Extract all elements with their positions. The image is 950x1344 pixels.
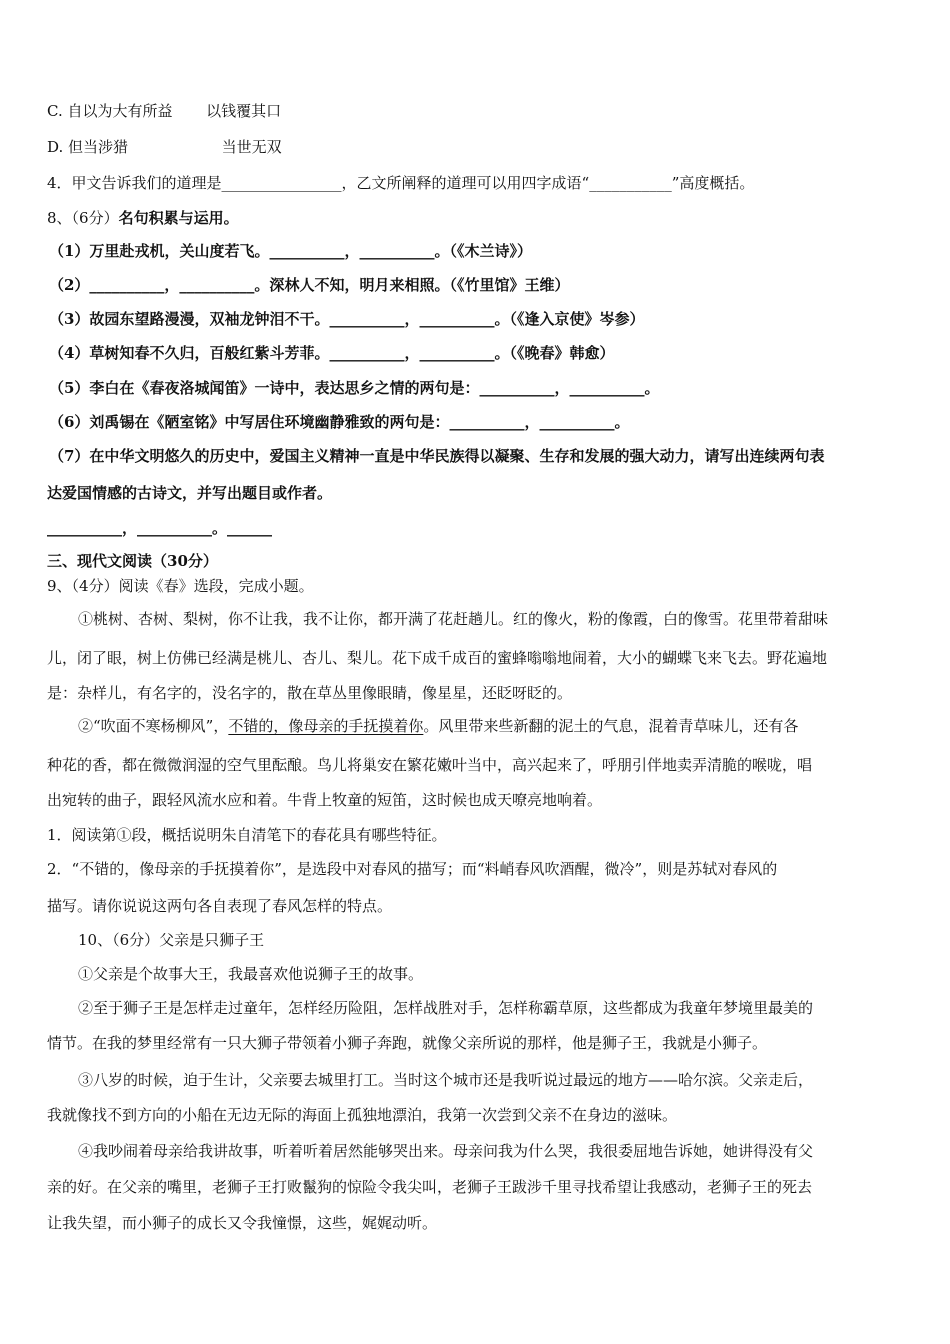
q9-para-2-line-1: ②“吹面不寒杨柳风”，不错的，像母亲的手抚摸着你。风里带来些新翻的泥土的气息，混着青草味儿，还有各 (78, 717, 799, 735)
q9-question-2: 2．“不错的，像母亲的手抚摸着你”，是选段中对春风的描写；而“料峭春风吹酒醒，微冷”，则是苏轼对春风的 (47, 860, 778, 878)
q10-line-3: 情节。在我的梦里经常有一只大狮子带领着小狮子奔跑，就像父亲所说的那样，他是狮子王，我就是小狮子。 (47, 1034, 768, 1052)
q8-item-7-cont: 达爱国情感的古诗文，并写出题目或作者。 (47, 484, 333, 502)
q8-item-6: （6）刘禹锡在《陋室铭》中写居住环境幽静雅致的两句是：__________，__________。 (49, 413, 630, 431)
q10-line-8: 让我失望，而小狮子的成长又令我憧憬，这些，娓娓动听。 (47, 1214, 438, 1232)
q10-line-7: 亲的好。在父亲的嘴里，老狮子王打败鬣狗的惊险令我尖叫，老狮子王跋涉千里寻找希望让我感动，老狮子王的死去 (47, 1178, 813, 1196)
q9-question-1: 1．阅读第①段，概括说明朱自清笔下的春花具有哪些特征。 (47, 826, 447, 844)
q8-item-7: （7）在中华文明悠久的历史中，爱国主义精神一直是中华民族得以凝聚、生存和发展的强大动力，请写出连续两句表 (49, 447, 825, 465)
q10-line-4: ③八岁的时候，迫于生计，父亲要去城里打工。当时这个城市还是我听说过最远的地方——哈尔滨。父亲走后， (78, 1071, 814, 1089)
q9-para-1-line-1: ①桃树、杏树、梨树，你不让我，我不让你，都开满了花赶趟儿。红的像火，粉的像霞，白的像雪。花里带着甜味 (78, 610, 829, 628)
q10-line-1: ①父亲是个故事大王，我最喜欢他说狮子王的故事。 (78, 965, 424, 983)
option-c: C. 自以为大有所益 以钱覆其口 (47, 102, 282, 120)
q8-item-5: （5）李白在《春夜洛城闻笛》一诗中，表达思乡之情的两句是：__________，__________。 (49, 379, 660, 397)
section-3-heading: 三、现代文阅读（30分） (47, 552, 218, 570)
q8-item-4: （4）草树知春不久归，百般红紫斗芳菲。__________，__________。（《晚春》韩愈） (49, 344, 615, 362)
q8-item-1: （1）万里赴戎机，关山度若飞。__________，__________。（《木兰诗》） (49, 242, 532, 260)
question-8-title: 8、（6分）名句积累与运用。 (47, 209, 239, 227)
q9-para-2-line-3: 出宛转的曲子，跟轻风流水应和着。牛背上牧童的短笛，这时候也成天嘹亮地响着。 (47, 791, 603, 809)
question-10-intro: 10、（6分）父亲是只狮子王 (78, 931, 265, 949)
question-4: 4．甲文告诉我们的道理是________________，乙文所阐释的道理可以用四字成语“___________”高度概括。 (47, 174, 755, 192)
q10-line-6: ④我吵闹着母亲给我讲故事，听着听着居然能够哭出来。母亲问我为什么哭，我很委屈地告诉她，她讲得没有父 (78, 1142, 814, 1160)
q9-para-2-line-2: 种花的香，都在微微润湿的空气里酝酿。鸟儿将巢安在繁花嫩叶当中，高兴起来了，呼朋引伴地卖弄清脆的喉咙，唱 (47, 756, 813, 774)
underlined-quote: 不错的，像母亲的手抚摸着你 (228, 717, 424, 735)
q8-item-2: （2）__________，__________。深林人不知，明月来相照。（《竹里馆》王维） (49, 276, 570, 294)
q9-question-2-cont: 描写。请你说说这两句各自表现了春风怎样的特点。 (47, 897, 393, 915)
q9-para-1-line-3: 是：杂样儿，有名字的，没名字的，散在草丛里像眼睛，像星星，还眨呀眨的。 (47, 684, 573, 702)
q8-answer-blanks: __________，__________。______ (47, 519, 273, 537)
q10-line-2: ②至于狮子王是怎样走过童年，怎样经历险阻，怎样战胜对手，怎样称霸草原，这些都成为我童年梦境里最美的 (78, 999, 814, 1017)
q9-para-1-line-2: 儿，闭了眼，树上仿佛已经满是桃儿、杏儿、梨儿。花下成千成百的蜜蜂嗡嗡地闹着，大小的蝴蝶飞来飞去。野花遍地 (47, 649, 828, 667)
option-d: D. 但当涉猎 当世无双 (47, 138, 282, 156)
q10-line-5: 我就像找不到方向的小船在无边无际的海面上孤独地漂泊，我第一次尝到父亲不在身边的滋味。 (47, 1106, 678, 1124)
q8-item-3: （3）故园东望路漫漫，双袖龙钟泪不干。__________，__________。（《逢入京使》岑参） (49, 310, 645, 328)
question-9-intro: 9、（4分）阅读《春》选段，完成小题。 (47, 577, 314, 595)
